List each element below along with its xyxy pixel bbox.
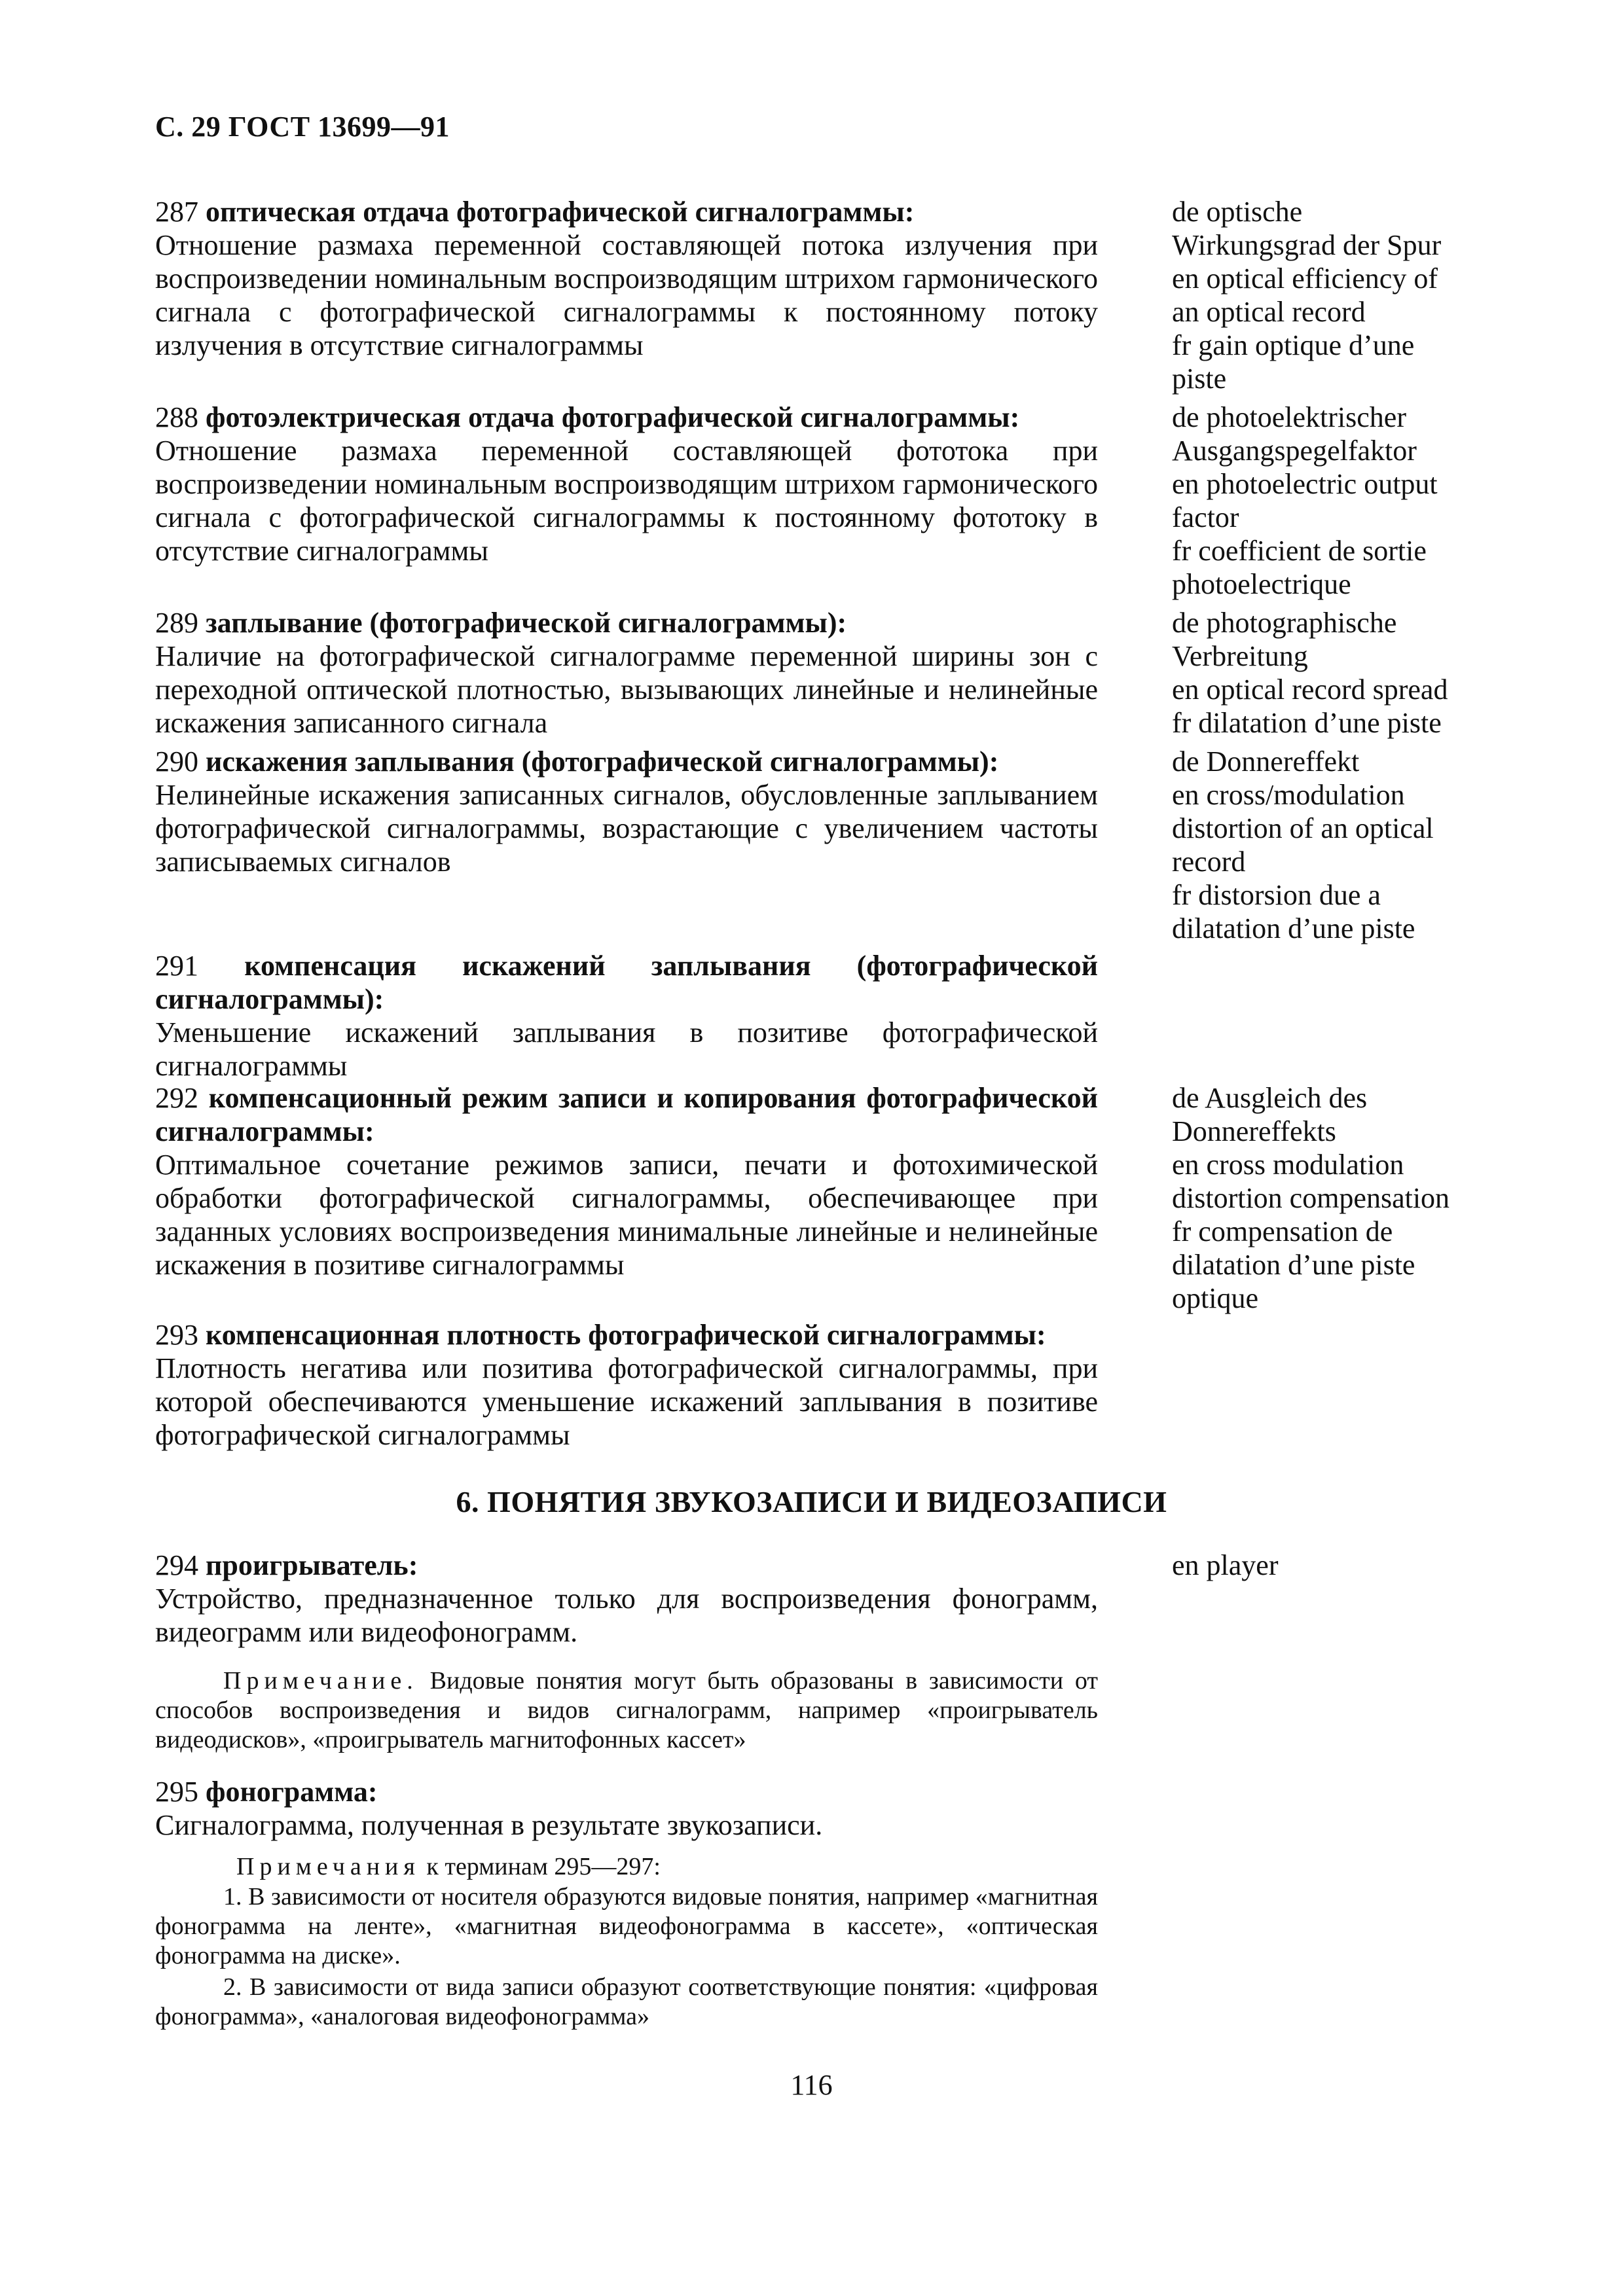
equivalent-line: en player xyxy=(1172,1549,1279,1581)
term-name: оптическая отдача фотографической сигналограммы: xyxy=(206,196,915,228)
equivalent-line: distortion of an optical xyxy=(1172,812,1434,844)
term-heading xyxy=(155,949,1098,1016)
term-number: 292 xyxy=(155,1082,198,1114)
term-entry-293 xyxy=(155,1318,1098,1452)
term-definition: Нелинейные искажения записанных сигналов, обусловленные заплыванием фотографической сигналограммы, возрастающие с увеличением частоты записываемых сигналов xyxy=(155,779,1098,878)
equivalent-line: en optical record spread xyxy=(1172,673,1448,706)
term-heading xyxy=(155,1775,1098,1808)
term-number: 288 xyxy=(155,401,198,433)
equivalent-line: photoelectrique xyxy=(1172,568,1351,600)
term-entry-287 xyxy=(155,195,1098,362)
term-heading xyxy=(155,1549,1098,1582)
equivalent-line: factor xyxy=(1172,501,1239,533)
term-name: проигрыватель: xyxy=(206,1549,418,1581)
equivalent-line: fr compensation de xyxy=(1172,1215,1393,1247)
equivalent-line: optique xyxy=(1172,1282,1258,1314)
term-definition: Устройство, предназначенное только для воспроизведения фонограмм, видеограмм или видеофонограмм. xyxy=(155,1583,1098,1648)
equivalent-line: en cross/modulation xyxy=(1172,779,1405,811)
equivalent-line: de Ausgleich des xyxy=(1172,1082,1368,1114)
term-heading xyxy=(155,195,1098,228)
term-entry-295 xyxy=(155,1775,1098,1842)
term-definition: Оптимальное сочетание режимов записи, печати и фотохимической обработки фотографической сигналограммы, обеспечивающее при заданных условиях воспроизведения минимальные линейные и нелинейные искажения в позитиве сигналограммы xyxy=(155,1149,1098,1281)
page-header: С. 29 ГОСТ 13699—91 xyxy=(155,111,450,143)
term-entry-291 xyxy=(155,949,1098,1083)
term-name: фотоэлектрическая отдача фотографической сигналограммы: xyxy=(206,401,1020,433)
equivalent-line: en optical efficiency of xyxy=(1172,262,1438,295)
term-number: 291 xyxy=(155,950,198,982)
term-heading xyxy=(155,1318,1098,1352)
foreign-equivalents-289 xyxy=(1172,606,1539,740)
term-heading xyxy=(155,401,1098,434)
term-name: компенсация искажений заплывания (фотографической сигналограммы): xyxy=(155,950,1099,1015)
term-name: компенсационный режим записи и копирования фотографической сигналограммы: xyxy=(155,1082,1099,1147)
term-heading xyxy=(155,745,1098,778)
term-name: заплывание (фотографической сигналограммы): xyxy=(206,607,847,639)
term-definition: Сигналограмма, полученная в результате звукозаписи. xyxy=(155,1809,823,1841)
term-entry-292 xyxy=(155,1081,1098,1282)
foreign-equivalents-287 xyxy=(1172,195,1539,395)
term-definition: Наличие на фотографической сигналограмме переменной ширины зон с переходной оптической плотностью, вызывающих линейные и нелинейные искажения записанного сигнала xyxy=(155,640,1098,739)
note-text: Видовые понятия могут быть образованы в зависимости от способов воспроизведения и видов сигналограмм, например «проигрыватель видеодисков», «проигрыватель магнитофонных кассет» xyxy=(155,1667,1099,1753)
term-name: фонограмма: xyxy=(206,1776,378,1808)
term-definition: Отношение размаха переменной составляющей потока излучения при воспроизведении номинальным воспроизводящим штрихом гармонического сигнала с фотографической сигналограммы к постоянному потоку излучения в отсутствие сигналограммы xyxy=(155,229,1098,361)
equivalent-line: de Donnereffekt xyxy=(1172,745,1360,778)
notes-suffix: к терминам 295—297: xyxy=(426,1853,661,1880)
notes-295-heading xyxy=(155,1852,1098,1882)
equivalent-line: en cross modulation xyxy=(1172,1149,1404,1181)
term-definition: Плотность негатива или позитива фотографической сигналограммы, при которой обеспечиваются уменьшение искажений заплывания в позитиве фотографической сигналограммы xyxy=(155,1352,1098,1451)
equivalent-line: fr gain optique d’une xyxy=(1172,329,1415,361)
equivalent-line: record xyxy=(1172,846,1246,878)
term-heading xyxy=(155,1081,1098,1148)
foreign-equivalents-290 xyxy=(1172,745,1539,945)
term-entry-288 xyxy=(155,401,1098,567)
equivalent-line: Donnereffekts xyxy=(1172,1115,1336,1147)
equivalent-line: Wirkungsgrad der Spur xyxy=(1172,229,1442,261)
term-definition: Уменьшение искажений заплывания в позитиве фотографической сигналограммы xyxy=(155,1016,1098,1082)
term-name: искажения заплывания (фотографической сигналограммы): xyxy=(206,745,999,778)
equivalent-line: fr distorsion due a xyxy=(1172,879,1381,911)
page-number: 116 xyxy=(790,2069,833,2101)
term-number: 287 xyxy=(155,196,198,228)
note-label: Примечание. xyxy=(223,1667,418,1695)
equivalent-line: de optische xyxy=(1172,196,1303,228)
equivalent-line: dilatation d’une piste xyxy=(1172,912,1415,944)
note-294 xyxy=(155,1666,1098,1755)
section-title: 6. ПОНЯТИЯ ЗВУКОЗАПИСИ И ВИДЕОЗАПИСИ xyxy=(456,1485,1167,1518)
term-entry-294 xyxy=(155,1549,1098,1649)
foreign-equivalents-292 xyxy=(1172,1081,1539,1315)
equivalent-line: de photoelektrischer xyxy=(1172,401,1406,433)
term-number: 294 xyxy=(155,1549,198,1581)
equivalent-line: an optical record xyxy=(1172,296,1366,328)
equivalent-line: Ausgangspegelfaktor xyxy=(1172,435,1417,467)
term-number: 289 xyxy=(155,607,198,639)
note-item-1: 1. В зависимости от носителя образуются видовые понятия, например «магнитная фонограмма на ленте», «магнитная видеофонограмма в кассете», «оптическая фонограмма на диске». xyxy=(155,1883,1098,1969)
equivalent-line: de photographische xyxy=(1172,607,1397,639)
note-item-2: 2. В зависимости от вида записи образуют соответствующие понятия: «цифровая фонограмма», «аналоговая видеофонограмма» xyxy=(155,1973,1098,2030)
equivalent-line: fr coefficient de sortie xyxy=(1172,535,1427,567)
term-entry-290 xyxy=(155,745,1098,878)
equivalent-line: dilatation d’une piste xyxy=(1172,1249,1415,1281)
term-definition: Отношение размаха переменной составляющей фототока при воспроизведении номинальным воспроизводящим штрихом гармонического сигнала с фотографической сигналограммы к постоянному фототоку в отсутствие сигналограммы xyxy=(155,435,1098,567)
term-name: компенсационная плотность фотографической сигналограммы: xyxy=(206,1319,1046,1351)
term-number: 290 xyxy=(155,745,198,778)
equivalent-line: piste xyxy=(1172,363,1227,395)
term-entry-289 xyxy=(155,606,1098,740)
term-number: 293 xyxy=(155,1319,198,1351)
equivalent-line: distortion compensation xyxy=(1172,1182,1450,1214)
equivalent-line: Verbreitung xyxy=(1172,640,1308,672)
equivalent-line: fr dilatation d’une piste xyxy=(1172,707,1442,739)
notes-label: Примечания xyxy=(236,1853,420,1880)
term-number: 295 xyxy=(155,1776,198,1808)
term-heading xyxy=(155,606,1098,639)
equivalent-line: en photoelectric output xyxy=(1172,468,1438,500)
foreign-equivalents-294 xyxy=(1172,1549,1539,1582)
foreign-equivalents-288 xyxy=(1172,401,1539,601)
